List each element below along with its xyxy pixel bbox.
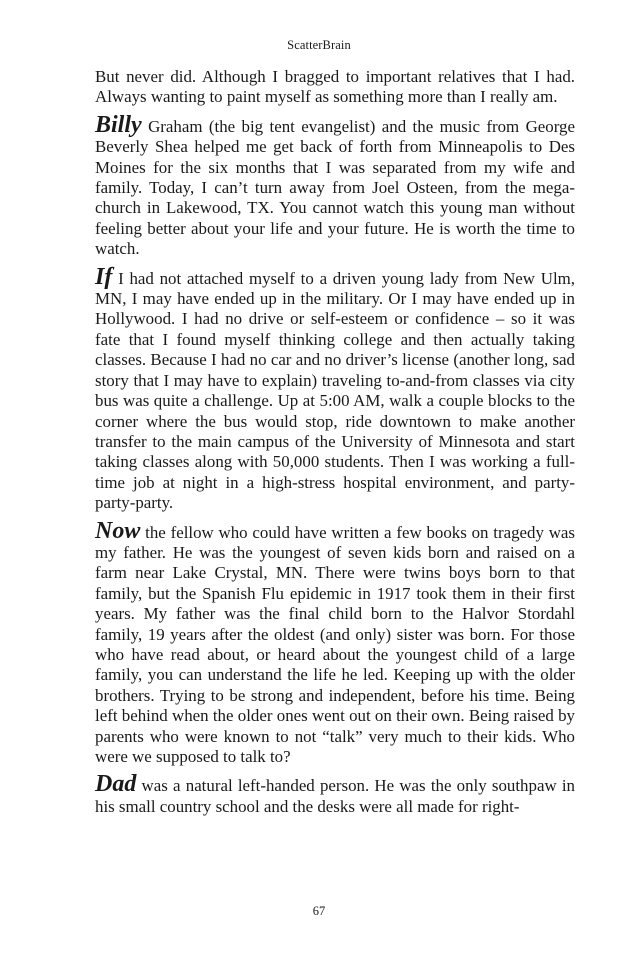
paragraph-lead-word: Billy: [95, 111, 142, 138]
running-header: ScatterBrain: [287, 38, 351, 52]
paragraph-text: But never did. Although I bragged to important relatives that I had. Always wanting to paint myself as something more than I really am.: [95, 67, 575, 107]
paragraph-4: [95, 517, 575, 768]
paragraph-text: Graham (the big tent evangelist) and the music from George Beverly Shea helped me get back of forth from Minneapolis to Des Moines for the six months that I was separated from my wife and family. Today, I can’t turn away from Joel Osteen, from the mega-church in Lakewood, TX. You cannot watch this young man without feeling better about your life and your future. He is worth the time to watch.: [95, 116, 575, 259]
paragraph-2: [95, 111, 575, 260]
paragraph-lead-word: Now: [95, 517, 141, 544]
body-text: [95, 67, 575, 817]
paragraph-1: [95, 67, 575, 108]
page-number: 67: [312, 904, 326, 918]
paragraph-lead-word: If: [95, 263, 113, 290]
paragraph-lead-word: Dad: [95, 771, 137, 798]
paragraph-3: [95, 263, 575, 514]
paragraph-text: the fellow who could have written a few books on tragedy was my father. He was the youngest of seven kids born and raised on a farm near Lake Crystal, MN. There were twins boys born to that family, but the Spanish Flu epidemic in 1917 took them in their first years. My father was the final child born to the Halvor Stordahl family, 19 years after the oldest (and only) sister was born. For those who have read about, or heard about the youngest child of a large family, you can understand the life he led. Keeping up with the older brothers. Trying to be strong and independent, before his time. Being left behind when the older ones went out on their own. Being raised by parents who were known to not “talk” very much to their kids. Who were we supposed to talk to?: [95, 522, 575, 766]
paragraph-text: I had not attached myself to a driven young lady from New Ulm, MN, I may have ended up in the military. Or I may have ended up in Hollywood. I had no drive or self-esteem or confidence – so it was fate that I found myself thinking college and then actually taking classes. Because I had no car and no driver’s license (another long, sad story that I may have to explain) traveling to-and-from classes via city bus was quite a challenge. Up at 5:00 AM, walk a couple blocks to the corner where the bus would stop, ride downtown to make another transfer to the main campus of the University of Minnesota and start taking classes along with 50,000 students. Then I was working a full-time job at night in a high-stress hospital environment, and party-party-party.: [95, 268, 575, 513]
paragraph-5: [95, 771, 575, 817]
paragraph-text: was a natural left-handed person. He was the only southpaw in his small country school and the desks were all made for right-: [95, 776, 575, 816]
